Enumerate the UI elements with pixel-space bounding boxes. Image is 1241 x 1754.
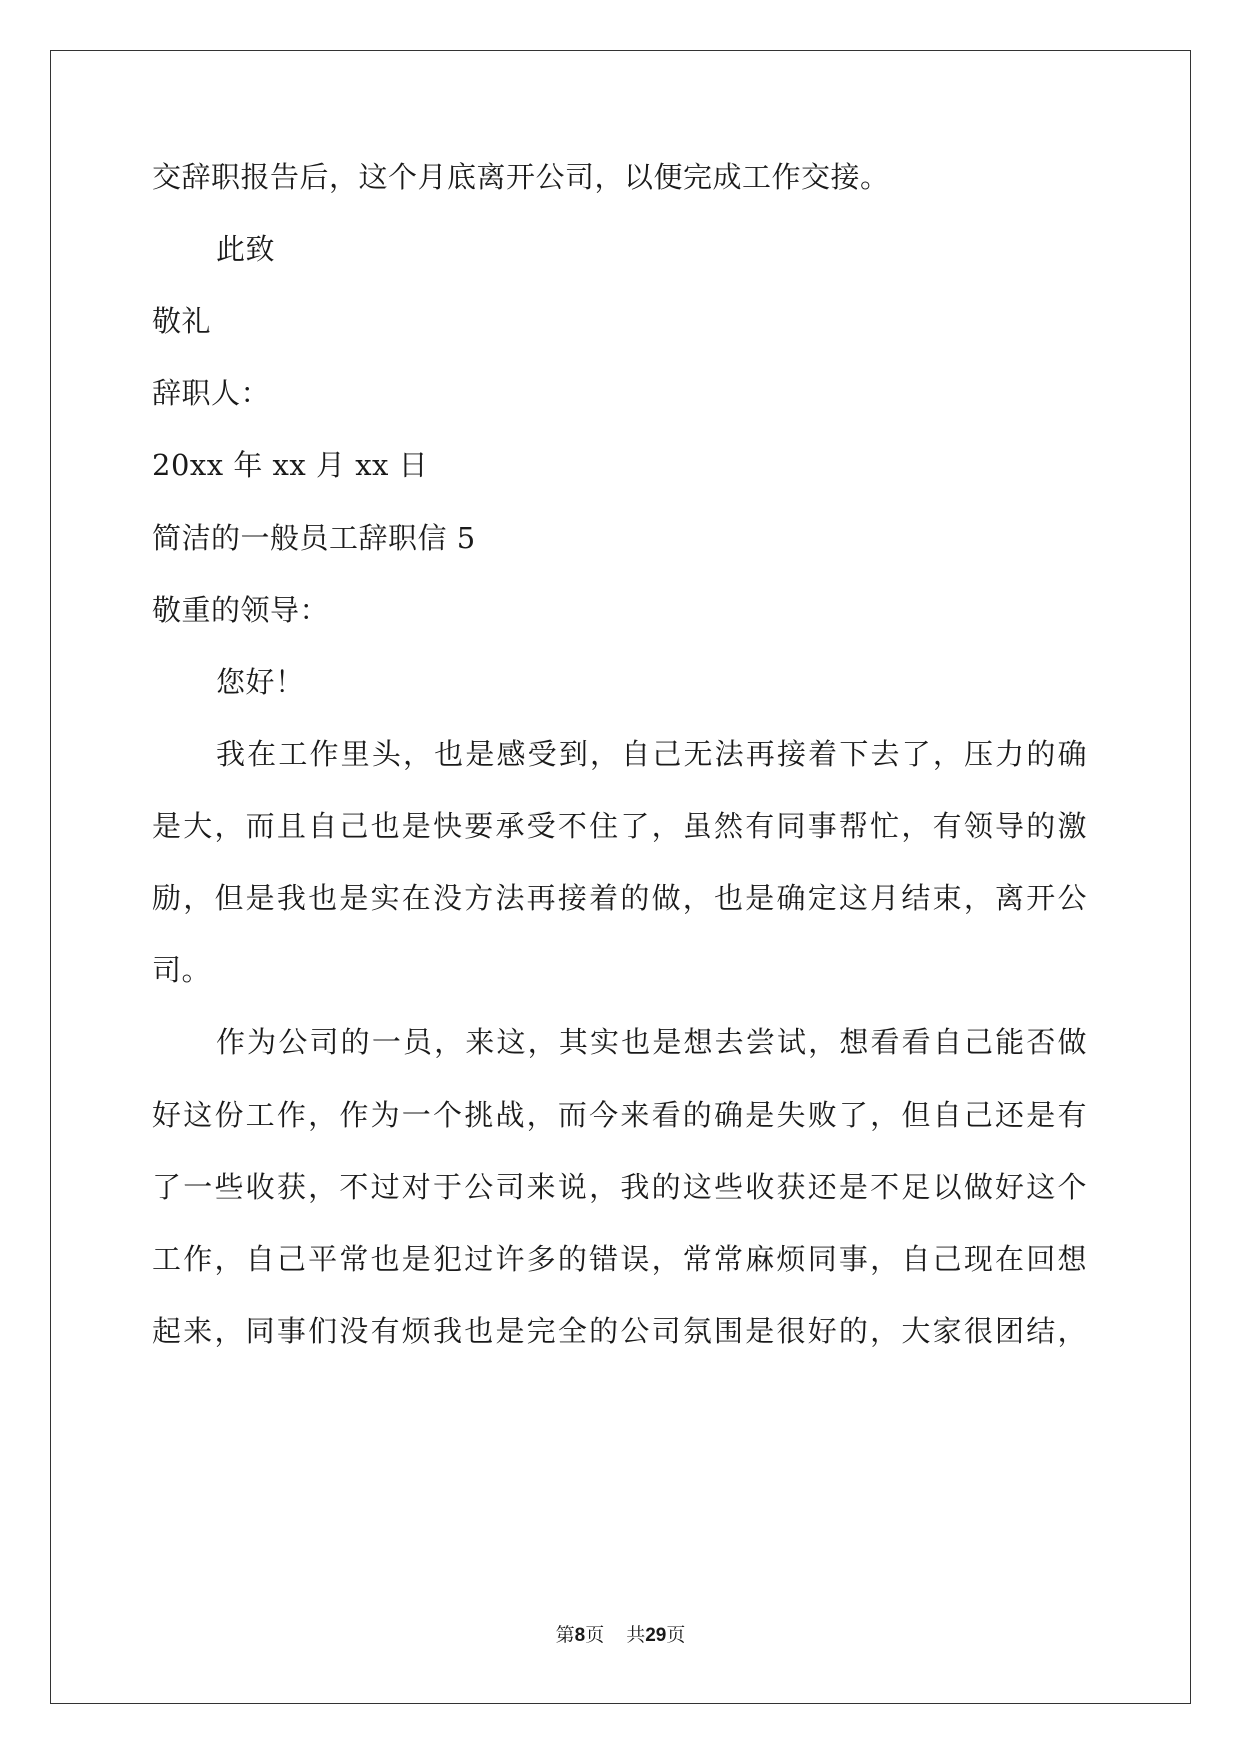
paragraph-line: 励，但是我也是实在没方法再接着的做，也是确定这月结束，离开公: [152, 881, 1087, 915]
signature-label: 辞职人：: [152, 376, 271, 410]
paragraph-line: 工作，自己平常也是犯过许多的错误，常常麻烦同事，自己现在回想: [152, 1242, 1087, 1276]
paragraph-line: 我在工作里头，也是感受到，自己无法再接着下去了，压力的确: [216, 737, 1087, 771]
paragraph-line: 了一些收获，不过对于公司来说，我的这些收获还是不足以做好这个: [152, 1170, 1087, 1204]
footer-total-suffix: 页: [666, 1624, 686, 1646]
page-number: 8: [574, 1625, 586, 1646]
greeting: 您好！: [216, 665, 305, 699]
closing-salutation: 此致: [216, 232, 276, 266]
footer-prefix: 第: [555, 1624, 575, 1646]
page-footer: [0, 1623, 1241, 1648]
date-line: 20xx 年 xx 月 xx 日: [152, 448, 429, 482]
greeting-recipient: 敬重的领导：: [152, 593, 330, 627]
paragraph-line: 司。: [152, 953, 212, 987]
paragraph-line: 是大，而且自己也是快要承受不住了，虽然有同事帮忙，有领导的激: [152, 809, 1087, 843]
page-border: [50, 50, 1191, 1704]
text-line: 交辞职报告后，这个月底离开公司，以便完成工作交接。: [152, 160, 890, 194]
paragraph-line: 好这份工作，作为一个挑战，而今来看的确是失败了，但自己还是有: [152, 1098, 1087, 1132]
footer-page-suffix: 页: [585, 1624, 605, 1646]
section-title: 简洁的一般员工辞职信 5: [152, 521, 476, 555]
paragraph-line: 作为公司的一员，来这，其实也是想去尝试，想看看自己能否做: [216, 1025, 1087, 1059]
paragraph-line: 起来，同事们没有烦我也是完全的公司氛围是很好的，大家很团结，: [152, 1314, 1087, 1348]
footer-total-prefix: 共: [626, 1624, 646, 1646]
total-pages: 29: [645, 1625, 667, 1646]
closing-regards: 敬礼: [152, 304, 212, 338]
